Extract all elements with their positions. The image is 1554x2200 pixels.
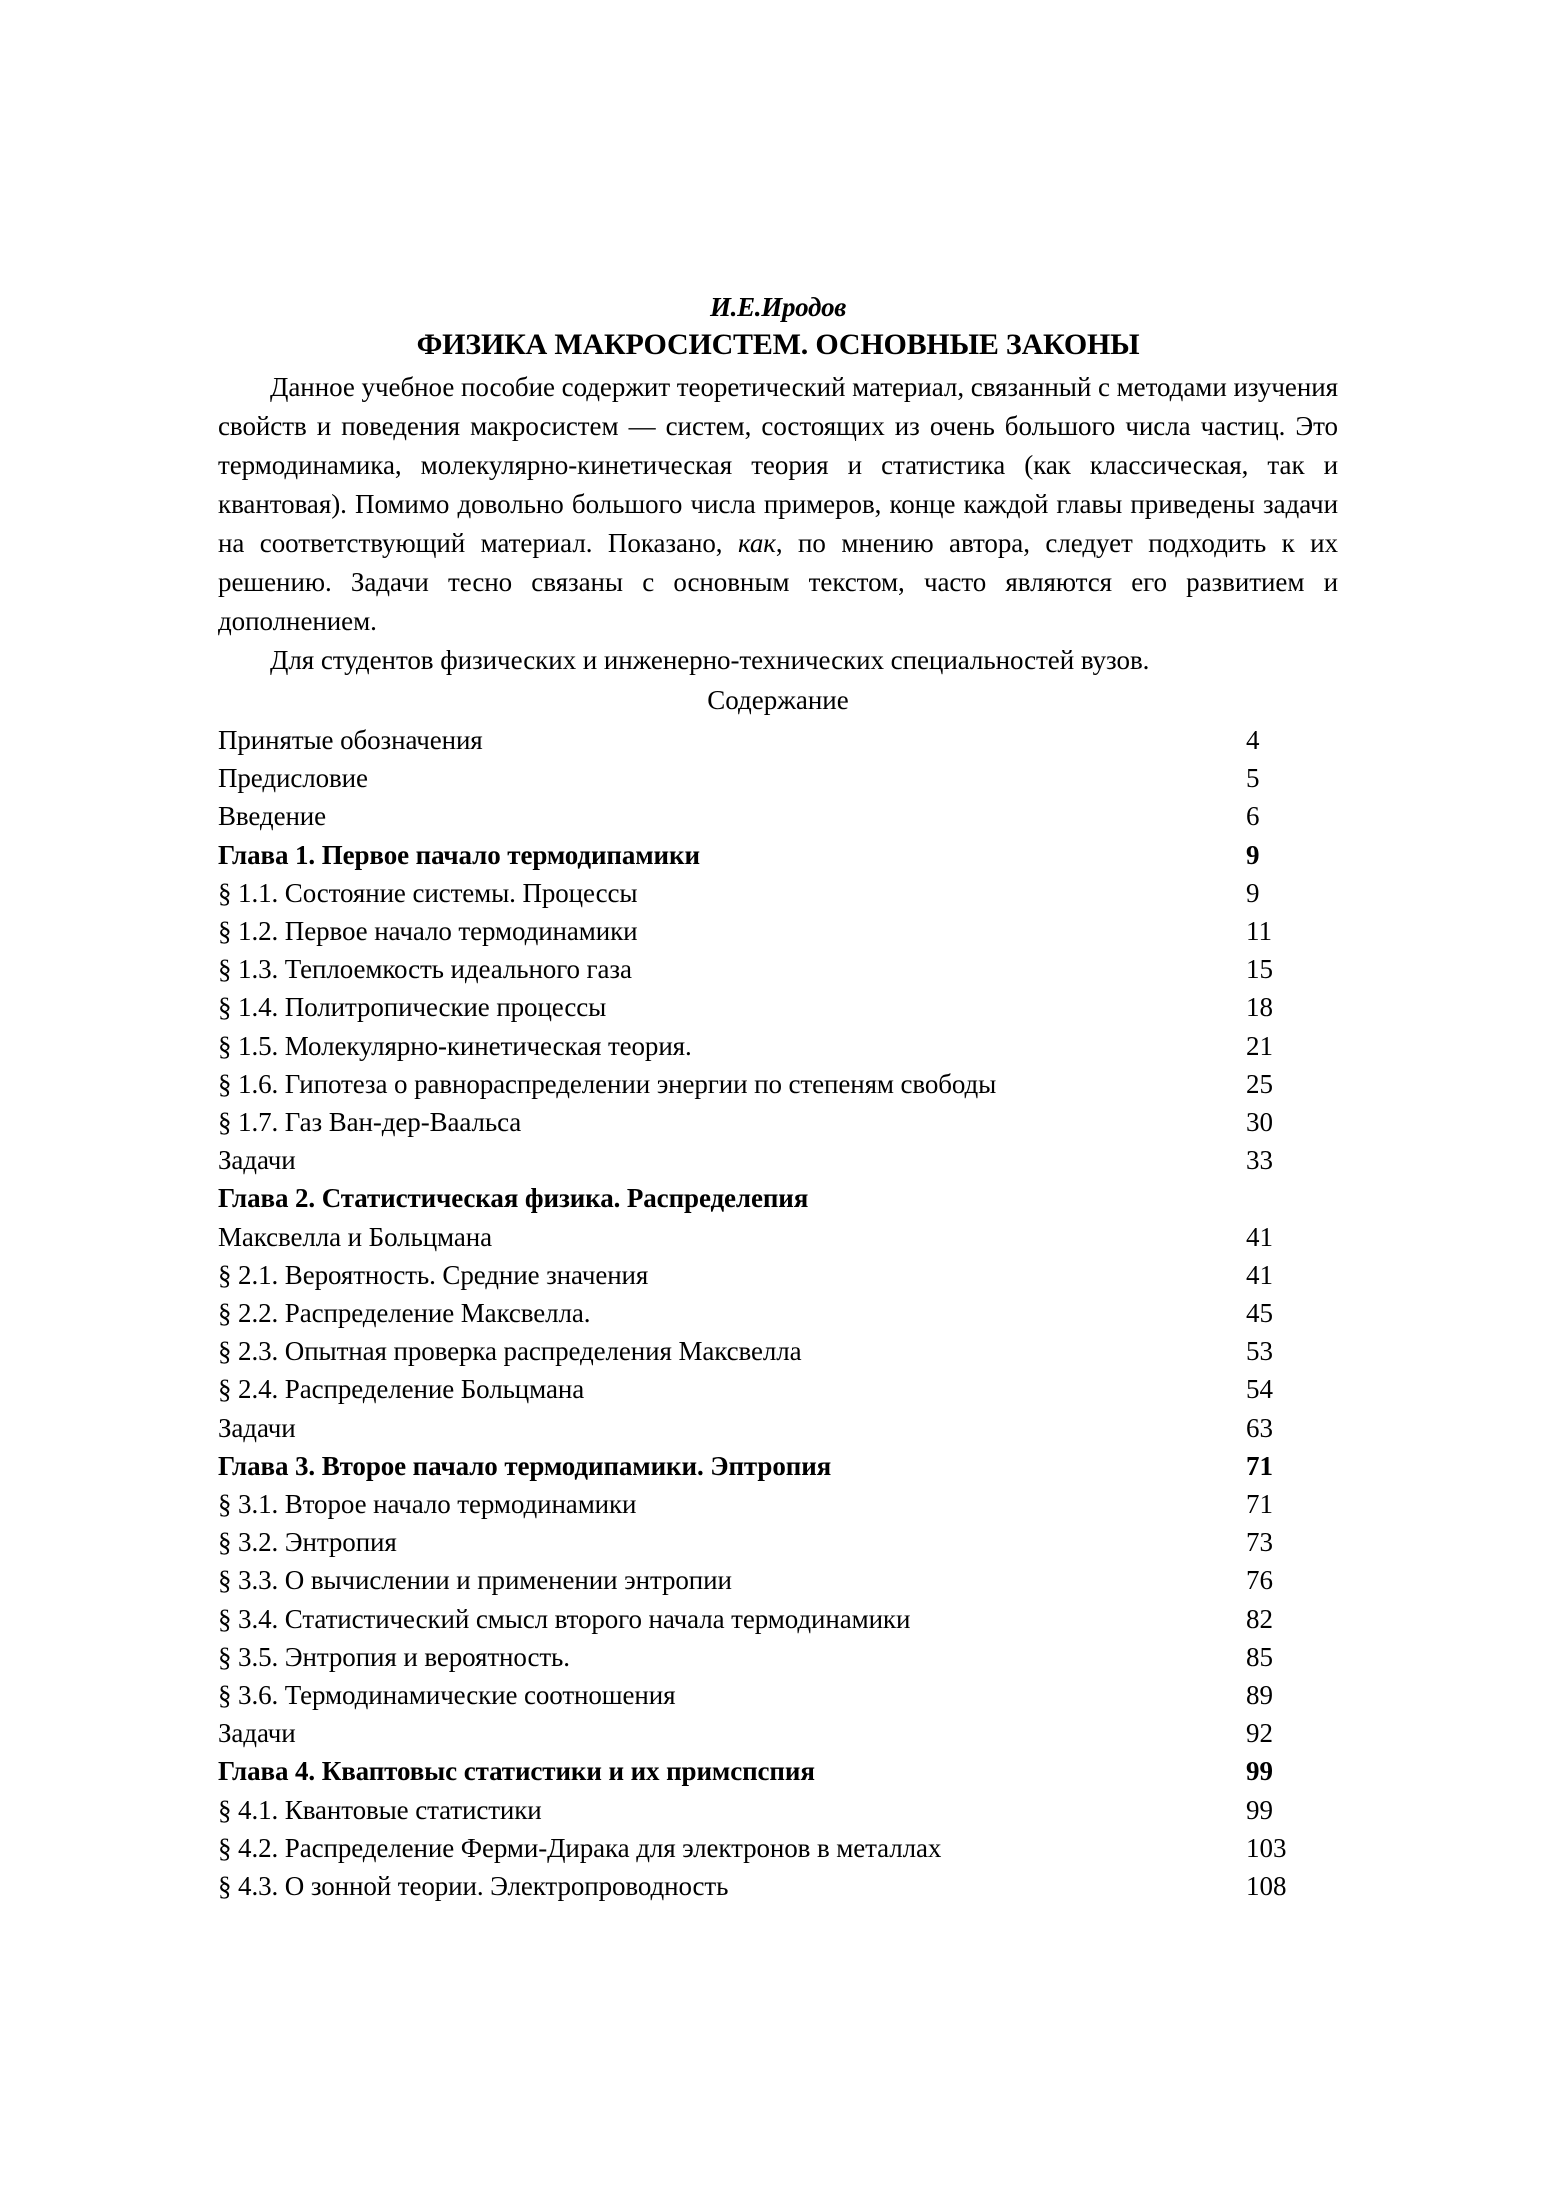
toc-entry-label: Глава 4. Кваптовыс статистики и их примспспия	[218, 1756, 815, 1787]
toc-entry[interactable]	[218, 1714, 1338, 1752]
toc-entry-page-number: 89	[1246, 1680, 1273, 1711]
toc-entry[interactable]	[218, 1409, 1338, 1447]
toc-entry[interactable]	[218, 759, 1338, 797]
toc-entry-page-number: 99	[1246, 1756, 1273, 1787]
toc-entry[interactable]	[218, 836, 1338, 874]
toc-entry[interactable]	[218, 1867, 1338, 1905]
toc-entry-label: § 1.6. Гипотеза о равнораспределении энергии по степеням свободы	[218, 1068, 997, 1099]
toc-heading: Содержание	[707, 685, 849, 715]
toc-entry-label: § 2.1. Вероятность. Средние значения	[218, 1259, 649, 1290]
toc-entry-label: § 3.4. Статистический смысл второго начала термодинамики	[218, 1603, 911, 1634]
toc-entry-page-number: 103	[1246, 1832, 1287, 1863]
toc-entry-page-number: 30	[1246, 1107, 1273, 1138]
toc-entry-page-number: 108	[1246, 1871, 1287, 1902]
toc-entry-page-number: 53	[1246, 1336, 1273, 1367]
toc-entry-page-number: 76	[1246, 1565, 1273, 1596]
toc-entry-label: Принятые обозначения	[218, 725, 483, 755]
toc-entry-page-number: 71	[1246, 1450, 1273, 1481]
table-of-contents	[218, 721, 1338, 1905]
toc-entry-label: § 4.1. Квантовые статистики	[218, 1794, 542, 1825]
toc-entry-page-number: 15	[1246, 954, 1273, 985]
toc-entry-label: Задачи	[218, 1718, 296, 1749]
toc-entry[interactable]	[218, 1638, 1338, 1676]
toc-entry[interactable]	[218, 797, 1338, 835]
toc-entry-page-number: 45	[1246, 1298, 1273, 1329]
toc-entry-label: Глава 2. Статистическая физика. Распределепия	[218, 1183, 809, 1214]
toc-entry-label: § 1.4. Политропические процессы	[218, 992, 607, 1023]
toc-entry-page-number: 6	[1246, 801, 1260, 832]
toc-entry[interactable]	[218, 1600, 1338, 1638]
toc-entry-label: § 3.5. Энтропия и вероятность.	[218, 1641, 570, 1672]
toc-entry-label: Введение	[218, 801, 327, 832]
toc-entry[interactable]	[218, 1676, 1338, 1714]
toc-entry-page-number: 33	[1246, 1145, 1273, 1176]
toc-entry-page-number: 5	[1246, 763, 1260, 794]
toc-entry[interactable]	[218, 1752, 1338, 1790]
abstract-text-after-emphasis: , по мнению автора, следует подходить к их решению. Задачи тесно связаны с основным текстом, часто являются его развитием и дополнением.	[218, 528, 1338, 636]
toc-entry[interactable]	[218, 1332, 1338, 1370]
toc-entry[interactable]	[218, 1485, 1338, 1523]
toc-entry-page-number: 21	[1246, 1030, 1273, 1061]
toc-entry-label: Задачи	[218, 1412, 296, 1443]
toc-entry-page-number: 25	[1246, 1068, 1273, 1099]
toc-entry[interactable]	[218, 1065, 1338, 1103]
toc-entry-label: Предисловие	[218, 763, 368, 794]
toc-entry-page-number: 85	[1246, 1641, 1273, 1672]
toc-entry[interactable]	[218, 1791, 1338, 1829]
author-name: И.Е.Иродов	[709, 292, 847, 322]
toc-entry-page-number: 92	[1246, 1718, 1273, 1749]
toc-entry[interactable]	[218, 950, 1338, 988]
toc-entry-label: § 1.2. Первое начало термодинамики	[218, 916, 638, 947]
toc-entry[interactable]	[218, 1179, 1338, 1217]
toc-entry[interactable]	[218, 1103, 1338, 1141]
toc-entry-page-number: 18	[1246, 992, 1273, 1023]
toc-entry-page-number: 54	[1246, 1374, 1273, 1405]
toc-entry-label: Глава 3. Второе пачало термодипамики. Эптропия	[218, 1450, 832, 1481]
toc-entry-label: Задачи	[218, 1145, 296, 1176]
toc-entry-label: § 2.3. Опытная проверка распределения Максвелла	[218, 1336, 802, 1367]
toc-entry[interactable]	[218, 1294, 1338, 1332]
toc-entry[interactable]	[218, 1829, 1338, 1867]
toc-entry[interactable]	[218, 1218, 1338, 1256]
toc-entry-label: § 1.3. Теплоемкость идеального газа	[218, 954, 632, 985]
toc-entry-page-number: 4	[1246, 725, 1260, 755]
toc-entry[interactable]	[218, 1141, 1338, 1179]
toc-entry-label: Максвелла и Больцмана	[218, 1221, 492, 1252]
toc-entry[interactable]	[218, 1370, 1338, 1408]
toc-entry-label: § 2.4. Распределение Больцмана	[218, 1374, 585, 1405]
toc-entry-page-number: 9	[1246, 839, 1260, 870]
abstract-emphasis: как	[737, 528, 776, 558]
page-content	[218, 290, 1338, 1905]
toc-entry-label: § 1.5. Молекулярно-кинетическая теория.	[218, 1030, 692, 1061]
toc-entry-page-number: 63	[1246, 1412, 1273, 1443]
toc-entry[interactable]	[218, 721, 1338, 759]
toc-entry-label: § 3.2. Энтропия	[218, 1527, 397, 1558]
toc-entry[interactable]	[218, 912, 1338, 950]
abstract-text-before-emphasis: Данное учебное пособие содержит теоретический материал, связанный с методами изучения свойств и поведения макросистем — систем, состоящих из очень большого числа частиц. Это термодинамика, молекулярно-кинетическая теория и статистика (как классическая, так и квантовая). Помимо довольно большого числа примеров, конце каждой главы приведены задачи на соответствующий материал. Показано,	[218, 372, 1338, 558]
abstract-paragraph	[218, 368, 1338, 641]
toc-entry-page-number: 73	[1246, 1527, 1273, 1558]
toc-entry[interactable]	[218, 1256, 1338, 1294]
book-title: ФИЗИКА МАКРОСИСТЕМ. ОСНОВНЫЕ ЗАКОНЫ	[416, 328, 1140, 361]
toc-entry-page-number: 71	[1246, 1489, 1273, 1520]
toc-entry-page-number: 99	[1246, 1794, 1273, 1825]
toc-entry-label: § 1.7. Газ Ван-дер-Ваальса	[218, 1107, 522, 1138]
toc-entry-page-number: 82	[1246, 1603, 1273, 1634]
toc-entry-label: § 3.1. Второе начало термодинамики	[218, 1489, 637, 1520]
toc-entry-page-number: 41	[1246, 1259, 1273, 1290]
toc-entry-label: § 3.6. Термодинамические соотношения	[218, 1680, 676, 1711]
toc-entry-page-number: 11	[1246, 916, 1272, 947]
toc-entry-page-number: 41	[1246, 1221, 1273, 1252]
toc-entry[interactable]	[218, 988, 1338, 1026]
toc-entry-label: § 3.3. О вычислении и применении энтропии	[218, 1565, 732, 1596]
toc-entry-label: § 4.2. Распределение Ферми-Дирака для электронов в металлах	[218, 1832, 942, 1863]
toc-entry[interactable]	[218, 874, 1338, 912]
toc-entry-label: § 2.2. Распределение Максвелла.	[218, 1298, 591, 1329]
toc-entry-label: § 4.3. О зонной теории. Электропроводность	[218, 1871, 729, 1902]
audience-note: Для студентов физических и инженерно-технических специальностей вузов.	[270, 645, 1150, 675]
toc-entry[interactable]	[218, 1447, 1338, 1485]
toc-entry-label: Глава 1. Первое пачало термодипамики	[218, 839, 700, 870]
toc-entry-page-number: 9	[1246, 877, 1260, 908]
toc-entry[interactable]	[218, 1523, 1338, 1561]
toc-entry[interactable]	[218, 1561, 1338, 1599]
toc-entry[interactable]	[218, 1027, 1338, 1065]
toc-entry-label: § 1.1. Состояние системы. Процессы	[218, 877, 638, 908]
